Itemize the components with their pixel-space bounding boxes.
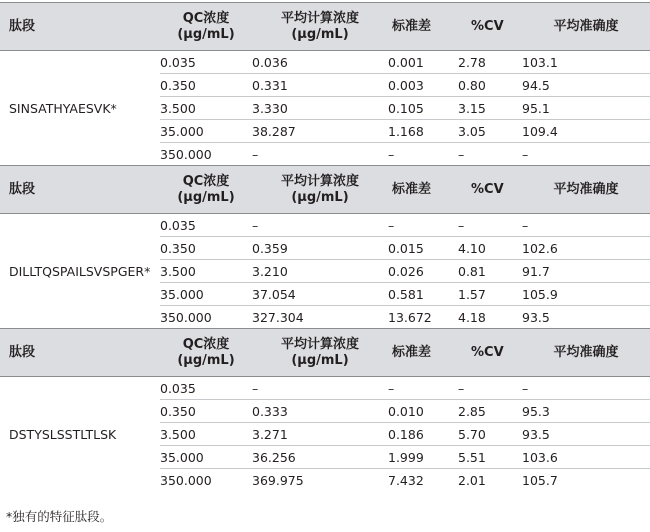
mean-accuracy-cell: 93.5 (522, 423, 650, 446)
header-standard-deviation (388, 329, 458, 377)
header-mean-concentration (252, 3, 388, 51)
qc-concentration-cell: 35.000 (160, 120, 252, 143)
qc-concentration-cell: 0.035 (160, 377, 252, 400)
mean-concentration-cell: 3.210 (252, 260, 388, 283)
mean-accuracy-cell: 105.7 (522, 472, 558, 488)
header-standard-deviation-text: 标准差 (392, 18, 432, 34)
qc-concentration-cell: 3.500 (160, 97, 252, 120)
standard-deviation-cell: – (388, 377, 458, 400)
header-cv-text: %CV (471, 18, 504, 34)
header-mean-concentration-text: 平均计算浓度 (280, 10, 359, 26)
mean-accuracy-cell: 102.6 (522, 237, 650, 260)
header-qc-concentration (160, 166, 252, 214)
peptide-name: DSTYSLSSTLTLSK (9, 426, 117, 442)
qc-concentration-cell: 0.035 (160, 214, 252, 237)
qc-results-table (0, 2, 650, 491)
header-cv (458, 166, 522, 214)
mean-accuracy-cell: 109.4 (522, 120, 650, 143)
qc-concentration-cell: 35.000 (160, 446, 252, 469)
cv-cell: – (458, 146, 465, 162)
cv-cell: 1.57 (458, 283, 522, 306)
header-peptide-text: 肽段 (9, 18, 36, 34)
qc-concentration-cell: 0.350 (160, 74, 252, 97)
mean-concentration-cell: 0.333 (252, 400, 388, 423)
cv-cell: 2.78 (458, 51, 522, 74)
mean-accuracy-cell: 91.7 (522, 260, 650, 283)
qc-concentration-cell: 3.500 (160, 423, 252, 446)
mean-accuracy-cell: – (522, 214, 650, 237)
standard-deviation-cell: 0.010 (388, 400, 458, 423)
header-mean-concentration-text: (µg/mL) (291, 26, 349, 42)
standard-deviation-cell: – (388, 214, 458, 237)
cv-cell: 5.51 (458, 446, 522, 469)
cv-cell: 0.81 (458, 260, 522, 283)
header-mean-accuracy-text: 平均准确度 (553, 344, 619, 360)
cv-cell: 2.85 (458, 400, 522, 423)
header-mean-concentration-text: (µg/mL) (291, 352, 349, 368)
mean-accuracy-cell: 105.9 (522, 283, 650, 306)
header-qc-concentration-text: QC浓度 (182, 173, 230, 189)
cv-cell: 0.80 (458, 74, 522, 97)
mean-accuracy-cell: – (522, 146, 529, 162)
mean-accuracy-cell: – (522, 377, 650, 400)
table-row (0, 51, 650, 74)
footnote: *独有的特征肽段。 (6, 509, 113, 524)
header-qc-concentration-text: (µg/mL) (177, 26, 235, 42)
standard-deviation-cell: 13.672 (388, 309, 432, 325)
header-standard-deviation (388, 166, 458, 214)
mean-concentration-cell: 38.287 (252, 120, 388, 143)
header-qc-concentration-text: QC浓度 (182, 336, 230, 352)
mean-concentration-cell: 0.359 (252, 237, 388, 260)
header-standard-deviation (388, 3, 458, 51)
header-cv (458, 329, 522, 377)
header-qc-concentration-text: (µg/mL) (177, 189, 235, 205)
header-cv (458, 3, 522, 51)
mean-concentration-cell: 37.054 (252, 283, 388, 306)
header-peptide (0, 329, 160, 377)
header-mean-concentration (252, 166, 388, 214)
standard-deviation-cell: 1.999 (388, 446, 458, 469)
standard-deviation-cell: 7.432 (388, 472, 424, 488)
header-mean-accuracy-text: 平均准确度 (553, 181, 619, 197)
cv-cell: 3.15 (458, 97, 522, 120)
header-mean-concentration-text: 平均计算浓度 (280, 336, 359, 352)
section-header-row (0, 329, 650, 377)
mean-accuracy-cell: 93.5 (522, 309, 550, 325)
mean-accuracy-cell: 103.6 (522, 446, 650, 469)
header-peptide-text: 肽段 (9, 181, 36, 197)
cv-cell: – (458, 377, 522, 400)
header-mean-accuracy (522, 329, 650, 377)
header-peptide (0, 3, 160, 51)
peptide-name: SINSATHYAESVK* (9, 100, 117, 116)
standard-deviation-cell: 0.105 (388, 97, 458, 120)
mean-concentration-cell: 0.331 (252, 74, 388, 97)
qc-concentration-cell: 350.000 (160, 309, 212, 325)
standard-deviation-cell: 1.168 (388, 120, 458, 143)
header-cv-text: %CV (471, 181, 504, 197)
qc-concentration-cell: 3.500 (160, 260, 252, 283)
header-peptide-text: 肽段 (9, 344, 36, 360)
cv-cell: 3.05 (458, 120, 522, 143)
table-row (0, 214, 650, 237)
qc-concentration-cell: 350.000 (160, 472, 212, 488)
header-qc-concentration (160, 3, 252, 51)
mean-concentration-cell: – (252, 146, 259, 162)
mean-concentration-cell: 3.330 (252, 97, 388, 120)
mean-accuracy-cell: 94.5 (522, 74, 650, 97)
cv-cell: 2.01 (458, 472, 486, 488)
mean-concentration-cell: – (252, 214, 388, 237)
header-mean-concentration-text: (µg/mL) (291, 189, 349, 205)
header-mean-accuracy (522, 166, 650, 214)
section-header-row (0, 3, 650, 51)
standard-deviation-cell: 0.026 (388, 260, 458, 283)
mean-accuracy-cell: 95.3 (522, 400, 650, 423)
cv-cell: 4.18 (458, 309, 486, 325)
header-mean-concentration-text: 平均计算浓度 (280, 173, 359, 189)
header-peptide (0, 166, 160, 214)
header-standard-deviation-text: 标准差 (392, 344, 432, 360)
table-row (0, 377, 650, 400)
qc-concentration-cell: 35.000 (160, 283, 252, 306)
standard-deviation-cell: 0.186 (388, 423, 458, 446)
peptide-name: DILLTQSPAILSVSPGER* (9, 263, 151, 279)
mean-accuracy-cell: 103.1 (522, 51, 650, 74)
mean-concentration-cell: 36.256 (252, 446, 388, 469)
standard-deviation-cell: 0.015 (388, 237, 458, 260)
qc-concentration-cell: 0.035 (160, 51, 252, 74)
header-cv-text: %CV (471, 344, 504, 360)
header-qc-concentration (160, 329, 252, 377)
qc-concentration-cell: 350.000 (160, 146, 212, 162)
mean-concentration-cell: 327.304 (252, 309, 304, 325)
mean-concentration-cell: 0.036 (252, 51, 388, 74)
standard-deviation-cell: 0.581 (388, 283, 458, 306)
qc-concentration-cell: 0.350 (160, 400, 252, 423)
standard-deviation-cell: 0.001 (388, 51, 458, 74)
mean-accuracy-cell: 95.1 (522, 97, 650, 120)
header-qc-concentration-text: (µg/mL) (177, 352, 235, 368)
mean-concentration-cell: – (252, 377, 388, 400)
cv-cell: 5.70 (458, 423, 522, 446)
standard-deviation-cell: 0.003 (388, 74, 458, 97)
header-mean-concentration (252, 329, 388, 377)
header-mean-accuracy-text: 平均准确度 (553, 18, 619, 34)
mean-concentration-cell: 369.975 (252, 472, 304, 488)
qc-concentration-cell: 0.350 (160, 237, 252, 260)
section-header-row (0, 166, 650, 214)
cv-cell: – (458, 214, 522, 237)
header-qc-concentration-text: QC浓度 (182, 10, 230, 26)
standard-deviation-cell: – (388, 146, 395, 162)
mean-concentration-cell: 3.271 (252, 423, 388, 446)
header-standard-deviation-text: 标准差 (392, 181, 432, 197)
cv-cell: 4.10 (458, 237, 522, 260)
header-mean-accuracy (522, 3, 650, 51)
